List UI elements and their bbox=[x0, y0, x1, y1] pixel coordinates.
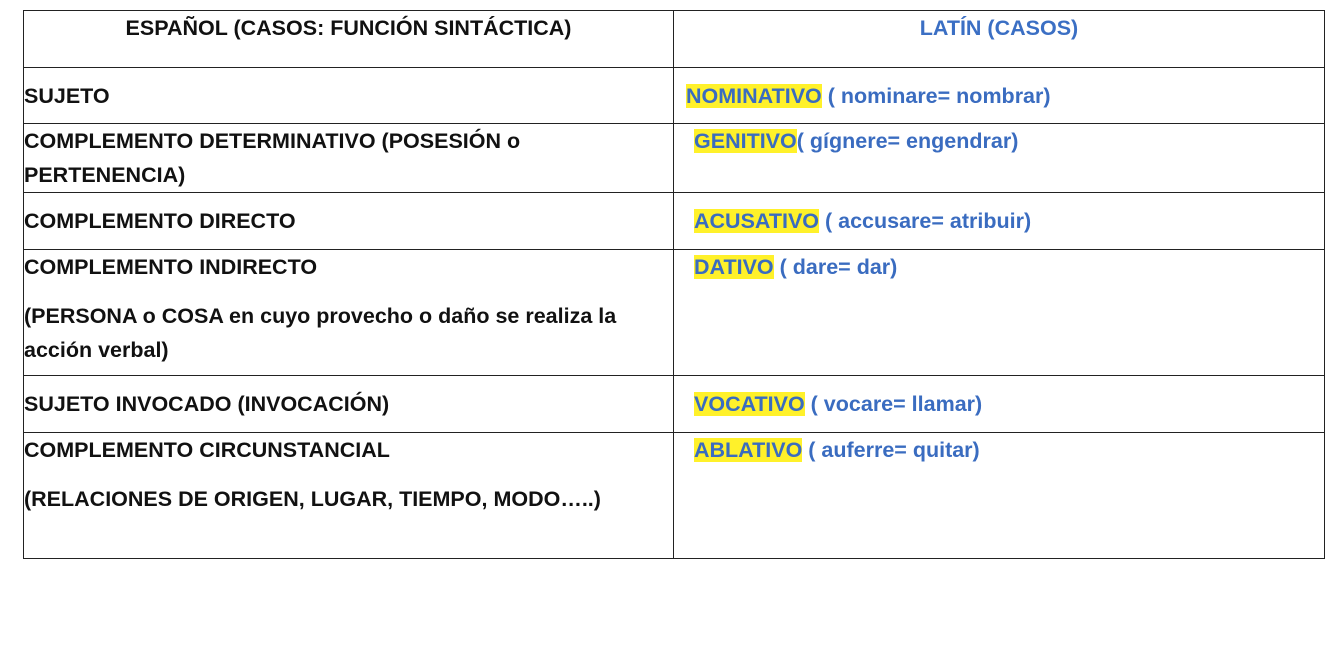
latin-cell bbox=[674, 250, 1325, 376]
table-row bbox=[24, 433, 1325, 559]
spanish-function: COMPLEMENTO INDIRECTO bbox=[24, 255, 318, 279]
spanish-function: SUJETO bbox=[24, 84, 110, 108]
spanish-function: SUJETO INVOCADO (INVOCACIÓN) bbox=[24, 392, 390, 416]
table-row bbox=[24, 68, 1325, 124]
latin-cell bbox=[674, 193, 1325, 250]
header-latin: LATÍN (CASOS) bbox=[674, 11, 1325, 68]
latin-case-name: GENITIVO bbox=[694, 129, 797, 153]
table-row bbox=[24, 250, 1325, 376]
spanish-cell bbox=[24, 68, 674, 124]
latin-cell bbox=[674, 124, 1325, 193]
spanish-function: COMPLEMENTO DIRECTO bbox=[24, 209, 296, 233]
table-row bbox=[24, 376, 1325, 433]
latin-etymology: ( dare= dar) bbox=[773, 255, 898, 279]
latin-etymology: ( accusare= atribuir) bbox=[819, 209, 1032, 233]
spanish-cell bbox=[24, 193, 674, 250]
spanish-cell bbox=[24, 433, 674, 559]
table-row bbox=[24, 124, 1325, 193]
spanish-cell bbox=[24, 376, 674, 433]
latin-case-name: NOMINATIVO bbox=[686, 84, 822, 108]
cases-table bbox=[23, 10, 1325, 559]
spanish-function: COMPLEMENTO CIRCUNSTANCIAL bbox=[24, 438, 390, 462]
spanish-function-note: (RELACIONES DE ORIGEN, LUGAR, TIEMPO, MODO…..) bbox=[24, 487, 601, 511]
latin-case-name: DATIVO bbox=[694, 255, 774, 279]
table-row bbox=[24, 193, 1325, 250]
spanish-cell bbox=[24, 250, 674, 376]
spanish-function: COMPLEMENTO DETERMINATIVO (POSESIÓN o PERTENENCIA) bbox=[24, 129, 521, 187]
header-row bbox=[24, 11, 1325, 68]
spanish-cell bbox=[24, 124, 674, 193]
latin-cell bbox=[674, 68, 1325, 124]
latin-etymology: ( gígnere= engendrar) bbox=[796, 129, 1019, 153]
latin-etymology: ( nominare= nombrar) bbox=[821, 84, 1051, 108]
latin-etymology: ( auferre= quitar) bbox=[802, 438, 980, 462]
latin-case-name: ABLATIVO bbox=[694, 438, 803, 462]
latin-cell bbox=[674, 376, 1325, 433]
latin-cell bbox=[674, 433, 1325, 559]
latin-case-name: VOCATIVO bbox=[694, 392, 805, 416]
spanish-function-note: (PERSONA o COSA en cuyo provecho o daño se realiza la acción verbal) bbox=[24, 304, 617, 362]
header-spanish: ESPAÑOL (CASOS: FUNCIÓN SINTÁCTICA) bbox=[24, 11, 674, 68]
latin-etymology: ( vocare= llamar) bbox=[804, 392, 983, 416]
latin-case-name: ACUSATIVO bbox=[694, 209, 820, 233]
